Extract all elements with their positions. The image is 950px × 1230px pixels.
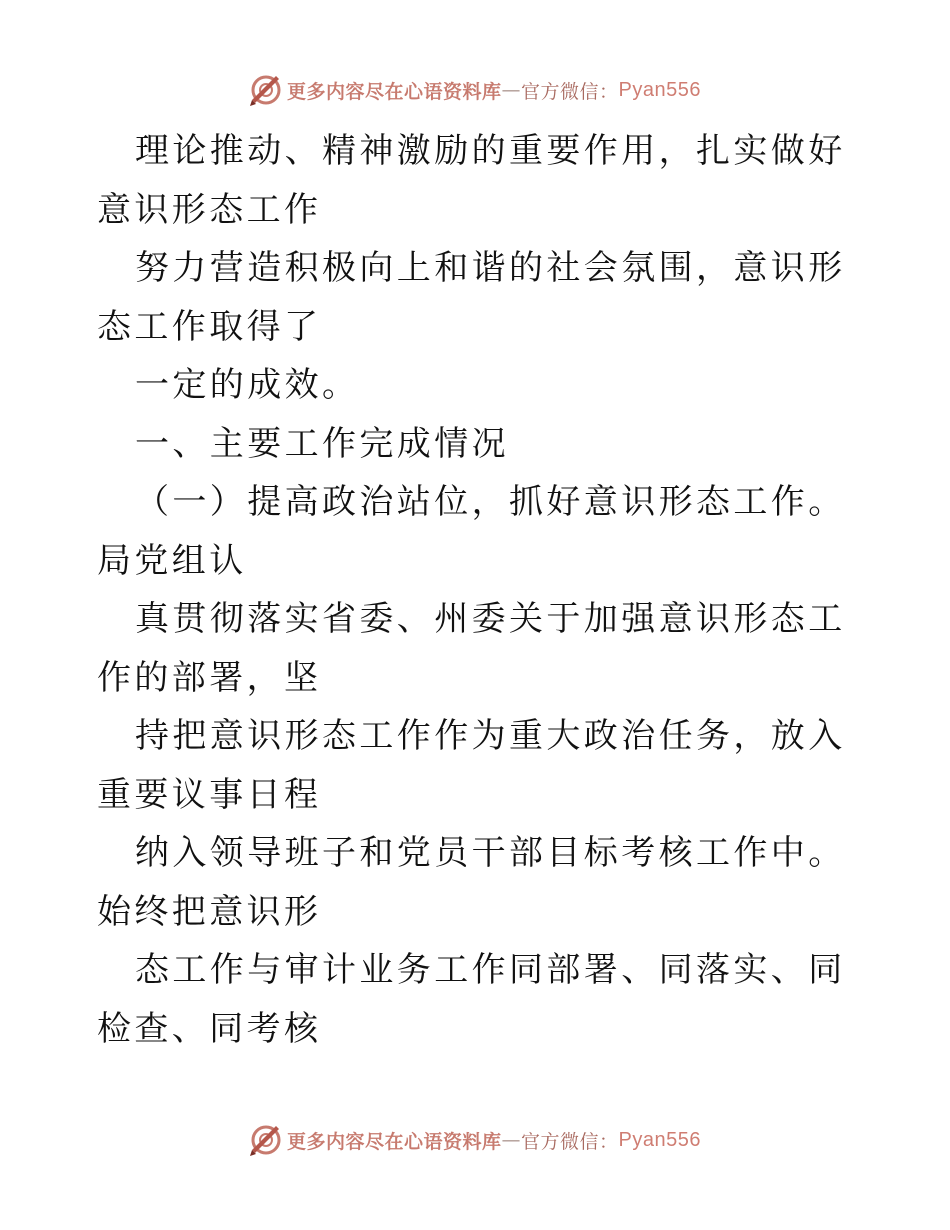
watermark-dash: — [501, 1129, 522, 1151]
pen-logo-icon [249, 73, 283, 107]
paragraph: 理论推动、精神激励的重要作用，扎实做好意识形态工作 [97, 131, 846, 230]
paragraph: 持把意识形态工作作为重大政治任务，放入重要议事日程 [97, 716, 846, 815]
section-heading: 一、主要工作完成情况 [135, 423, 509, 464]
watermark-text [287, 1127, 701, 1154]
watermark-text [287, 77, 701, 104]
paragraph: 努力营造积极向上和谐的社会氛围，意识形态工作取得了 [97, 248, 846, 347]
paragraph: 态工作与审计业务工作同部署、同落实、同检查、同考核 [97, 950, 846, 1049]
paragraph: （一）提高政治站位，抓好意识形态工作。局党组认 [97, 482, 846, 581]
watermark-wechat-id: Pyan556 [618, 78, 701, 101]
watermark-dash: — [501, 79, 522, 101]
watermark-main-text: 更多内容尽在心语资料库 [287, 80, 502, 103]
watermark-main-text: 更多内容尽在心语资料库 [287, 1130, 502, 1153]
paragraph: 纳入领导班子和党员干部目标考核工作中。始终把意识形 [97, 833, 846, 932]
footer-watermark [0, 1120, 950, 1160]
paragraph: 一定的成效。 [135, 365, 360, 405]
watermark-wechat-id: Pyan556 [618, 1128, 701, 1151]
paragraph: 真贯彻落实省委、州委关于加强意识形态工作的部署，坚 [97, 599, 846, 698]
watermark-official-label: 官方微信： [521, 80, 619, 103]
header-watermark [0, 70, 950, 110]
pen-logo-icon [249, 1123, 283, 1157]
document-body [97, 122, 857, 1058]
watermark-official-label: 官方微信： [521, 1130, 619, 1153]
